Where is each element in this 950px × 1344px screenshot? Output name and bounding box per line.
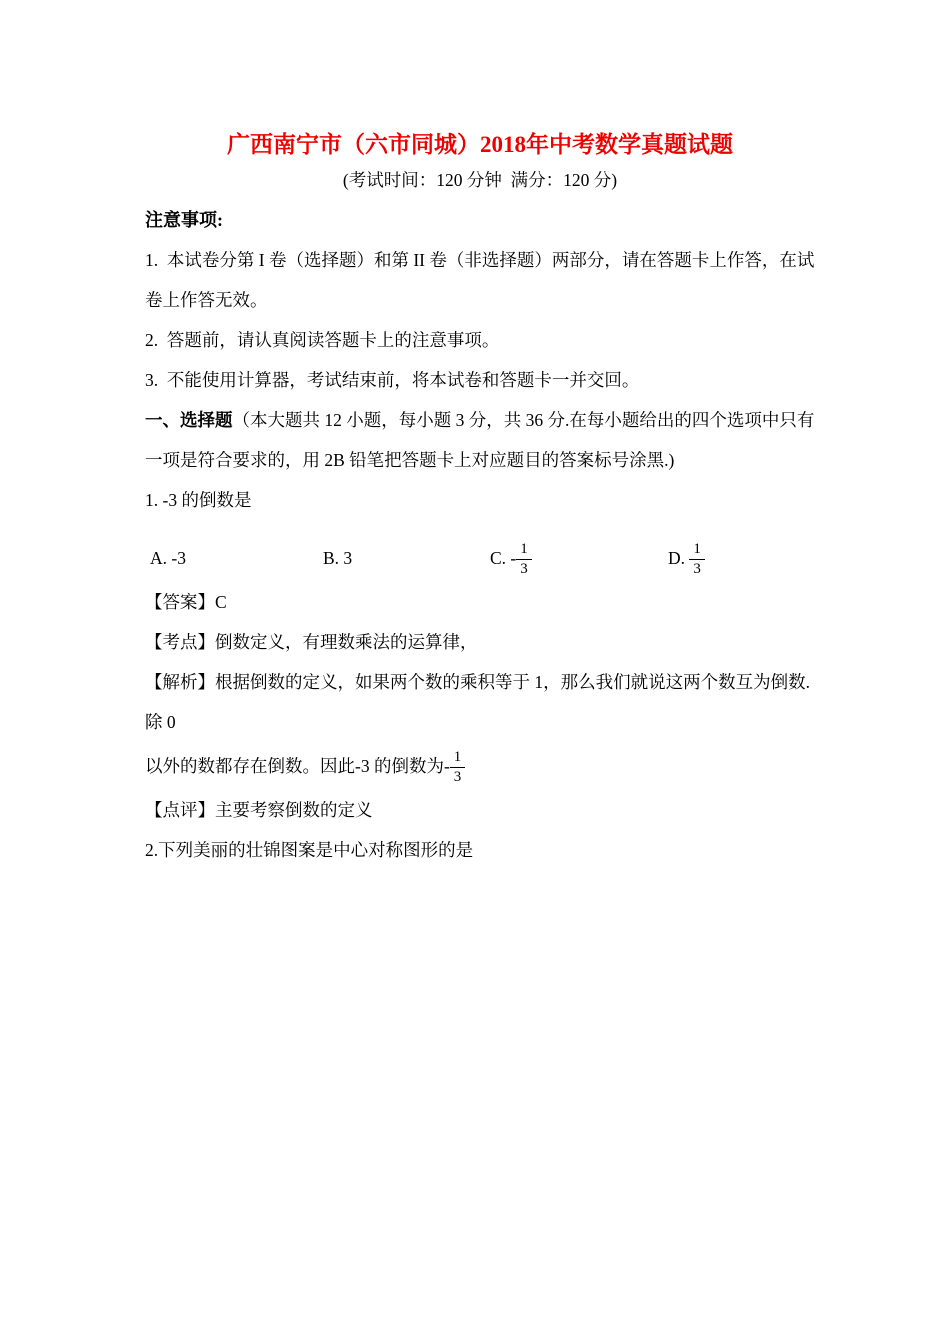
fraction-one-third-c (516, 541, 532, 579)
fraction-numerator: 1 (516, 541, 532, 560)
question-1-options (145, 534, 815, 582)
fraction-one-third-d (689, 541, 705, 579)
comment-line: 【点评】主要考察倒数的定义 (145, 800, 373, 820)
fraction-numerator: 1 (450, 749, 466, 768)
fraction-denominator: 3 (453, 769, 462, 786)
option-b: B. 3 (323, 548, 353, 568)
exam-info-line: (考试时间：120 分钟 满分：120 分) (342, 170, 618, 190)
topic-line: 【考点】倒数定义，有理数乘法的运算律， (145, 632, 478, 652)
page-title: 广西南宁市（六市同城）2018年中考数学真题试题 (227, 132, 733, 157)
question-1-stem: 1. -3 的倒数是 (145, 490, 252, 510)
fraction-denominator: 3 (520, 561, 528, 578)
answer-line: 【答案】C (145, 592, 227, 612)
question-2-stem: 2.下列美丽的壮锦图案是中心对称图形的是 (145, 840, 474, 860)
fraction-denominator: 3 (693, 561, 701, 578)
notice-heading: 注意事项: (145, 210, 223, 230)
section-1-heading-title: 一、选择题 (145, 410, 233, 430)
option-d (668, 534, 705, 582)
option-a: A. -3 (150, 548, 186, 568)
option-c-label: C. - (490, 548, 517, 568)
fraction-numerator: 1 (689, 541, 705, 560)
fraction-one-third-analysis (450, 749, 466, 787)
analysis-line-1: 【解析】根据倒数的定义，如果两个数的乘积等于 1，那么我们就说这两个数互为倒数.除 0 (145, 672, 810, 732)
notice-item-3: 3. 不能使用计算器，考试结束前，将本试卷和答题卡一并交回。 (145, 370, 640, 390)
section-1-heading (145, 400, 815, 480)
analysis-line-2 (145, 742, 815, 790)
notice-item-2: 2. 答题前，请认真阅读答题卡上的注意事项。 (145, 330, 500, 350)
analysis-line-2-text: 以外的数都存在倒数。因此-3 的倒数为- (145, 756, 450, 776)
option-c (490, 534, 532, 582)
notice-item-1: 1. 本试卷分第 I 卷（选择题）和第 II 卷（非选择题）两部分，请在答题卡上作答，在试卷上作答无效。 (145, 250, 815, 310)
option-d-label: D. (668, 548, 690, 568)
section-1-heading-detail: （本大题共 12 小题，每小题 3 分，共 36 分.在每小题给出的四个选项中只有一项是符合要求的，用 2B 铅笔把答题卡上对应题目的答案标号涂黑.) (145, 410, 815, 470)
